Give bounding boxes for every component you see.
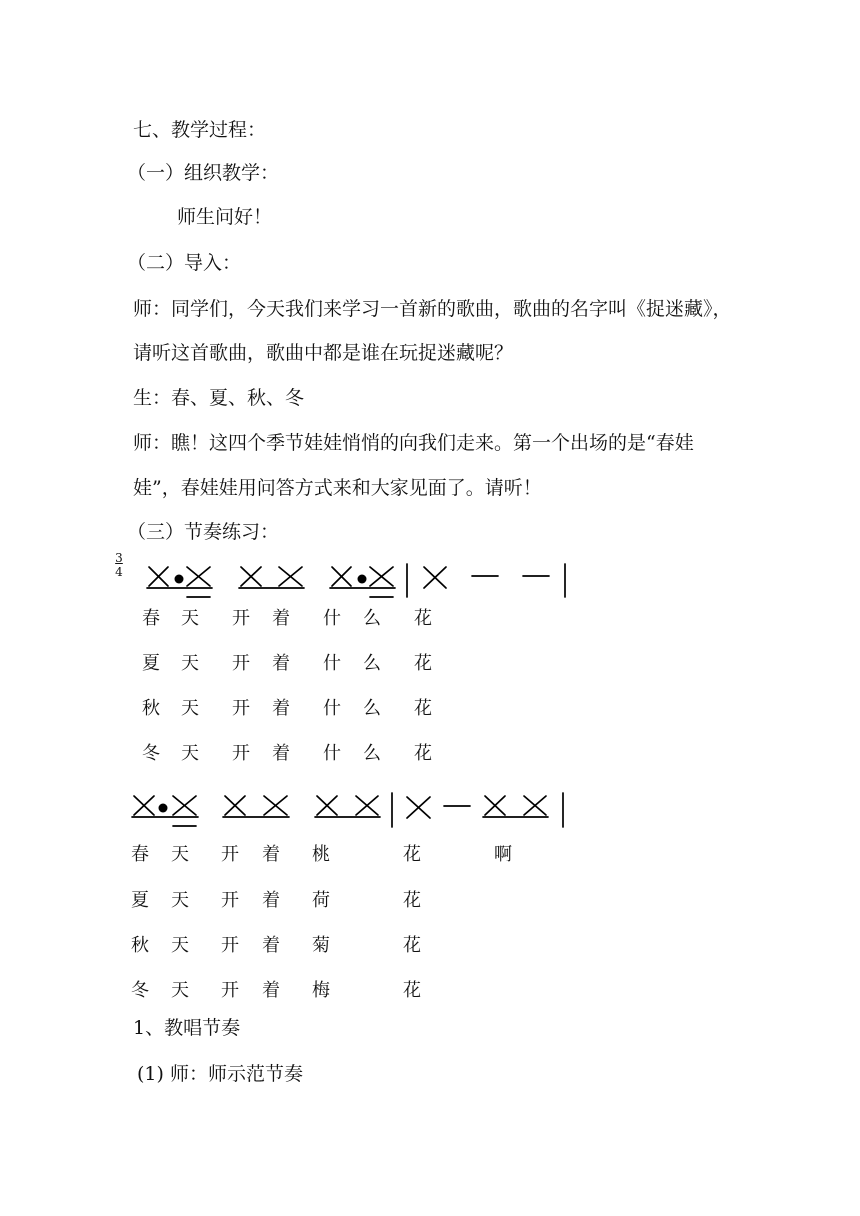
rhythm2-beat-1 xyxy=(132,796,198,826)
rhythm2-lyric-row1-char6: 花 xyxy=(403,844,421,865)
rhythm2-lyric-row3-char1: 秋 xyxy=(131,935,149,956)
rhythm2-lyric-row4-char4: 着 xyxy=(262,980,280,1001)
rhythm1-lyric-row1-char6: 么 xyxy=(363,608,381,629)
rhythm2-lyric-row4-char2: 天 xyxy=(171,980,189,1001)
rhythm1-lyric-row4-char7: 花 xyxy=(414,743,432,764)
time-signature-bottom: 4 xyxy=(115,565,123,579)
rhythm1-lyric-row4-char1: 冬 xyxy=(142,743,160,764)
rhythm1-lyric-row1-char4: 着 xyxy=(272,608,290,629)
rhythm1-lyric-row3-char1: 秋 xyxy=(142,698,160,719)
greeting-text: 师生问好！ xyxy=(177,206,273,228)
rhythm1-beat-3 xyxy=(330,567,395,597)
rhythm2-lyric-row3-char4: 着 xyxy=(262,935,280,956)
rhythm2-beat-4 xyxy=(407,797,430,818)
rhythm1-lyric-row1-char7: 花 xyxy=(414,608,432,629)
rhythm1-lyric-row2-char3: 开 xyxy=(232,653,250,674)
paragraph-student: 生：春、夏、秋、冬 xyxy=(133,387,305,409)
rhythm2-lyric-row2-char1: 夏 xyxy=(131,890,149,911)
rhythm2-lyric-row1-char2: 天 xyxy=(171,844,189,865)
rhythm1-lyric-row4-char6: 么 xyxy=(363,743,381,764)
rhythm1-beat-2 xyxy=(239,567,304,588)
rhythm2-lyric-row2-char4: 着 xyxy=(262,890,280,911)
rhythm2-beat-2 xyxy=(223,796,289,817)
paragraph-teacher-2b: 娃”，春娃娃用问答方式来和大家见面了。请听！ xyxy=(133,477,542,499)
rhythm1-lyric-row1-char1: 春 xyxy=(142,608,160,629)
rhythm1-lyric-row4-char2: 天 xyxy=(181,743,199,764)
rhythm1-lyric-row2-char1: 夏 xyxy=(142,653,160,674)
rhythm2-lyric-row2-char2: 天 xyxy=(171,890,189,911)
rhythm1-lyric-row2-char4: 着 xyxy=(272,653,290,674)
rhythm2-lyric-row4-char3: 开 xyxy=(221,980,239,1001)
rhythm2-lyric-row3-char2: 天 xyxy=(171,935,189,956)
rhythm2-lyric-row1-char3: 开 xyxy=(221,844,239,865)
rhythm2-lyric-row4-char1: 冬 xyxy=(131,980,149,1001)
rhythm1-lyric-row1-char3: 开 xyxy=(232,608,250,629)
rhythm2-lyric-row3-char5: 菊 xyxy=(312,935,330,956)
rhythm2-lyric-row3-char6: 花 xyxy=(403,935,421,956)
section-heading: 七、教学过程： xyxy=(133,119,267,141)
rhythm1-lyric-row2-char7: 花 xyxy=(414,653,432,674)
rhythm2-beat-5 xyxy=(483,796,548,817)
step-teach-rhythm: 1、教唱节奏 xyxy=(133,1017,241,1039)
rhythm1-lyric-row3-char2: 天 xyxy=(181,698,199,719)
rhythm1-lyric-row4-char4: 着 xyxy=(272,743,290,764)
rhythm2-lyric-row2-char6: 花 xyxy=(403,890,421,911)
paragraph-teacher-1a: 师：同学们，今天我们来学习一首新的歌曲，歌曲的名字叫《捉迷藏》， xyxy=(133,298,732,320)
rhythm1-lyric-row1-char5: 什 xyxy=(323,608,341,629)
rhythm1-lyric-row1-char2: 天 xyxy=(181,608,199,629)
rhythm1-beat-4 xyxy=(424,567,446,588)
rhythm1-lyric-row2-char6: 么 xyxy=(363,653,381,674)
rhythm1-lyric-row4-char5: 什 xyxy=(323,743,341,764)
rhythm1-lyric-row3-char3: 开 xyxy=(232,698,250,719)
rhythm2-lyric-row2-char5: 荷 xyxy=(312,890,330,911)
rhythm2-lyric-row1-char7: 啊 xyxy=(494,844,512,865)
paragraph-teacher-2a: 师：瞧！这四个季节娃娃悄悄的向我们走来。第一个出场的是“春娃 xyxy=(133,432,694,454)
step-teacher-demo: (1) 师：师示范节奏 xyxy=(137,1063,303,1085)
rhythm2-beat-3 xyxy=(315,796,380,817)
rhythm1-beat-1 xyxy=(147,567,212,597)
subsection-organize: （一）组织教学： xyxy=(127,162,280,184)
rhythm2-lyric-row4-char6: 花 xyxy=(403,980,421,1001)
paragraph-teacher-1b: 请听这首歌曲，歌曲中都是谁在玩捉迷藏呢？ xyxy=(133,342,514,364)
subsection-rhythm: （三）节奏练习： xyxy=(127,521,280,543)
rhythm2-lyric-row2-char3: 开 xyxy=(221,890,239,911)
rhythm1-lyric-row2-char5: 什 xyxy=(323,653,341,674)
rhythm1-lyric-row3-char4: 着 xyxy=(272,698,290,719)
rhythm1-lyric-row2-char2: 天 xyxy=(181,653,199,674)
rhythm1-lyric-row3-char6: 么 xyxy=(363,698,381,719)
rhythm1-lyric-row4-char3: 开 xyxy=(232,743,250,764)
rhythm1-lyric-row3-char5: 什 xyxy=(323,698,341,719)
rhythm2-lyric-row1-char5: 桃 xyxy=(312,844,330,865)
rhythm1-lyric-row3-char7: 花 xyxy=(414,698,432,719)
rhythm2-lyric-row4-char5: 梅 xyxy=(312,980,330,1001)
subsection-intro: （二）导入： xyxy=(127,252,242,274)
rhythm2-lyric-row1-char4: 着 xyxy=(262,844,280,865)
time-signature-top: 3 xyxy=(115,551,123,565)
rhythm2-lyric-row1-char1: 春 xyxy=(131,844,149,865)
rhythm2-lyric-row3-char3: 开 xyxy=(221,935,239,956)
